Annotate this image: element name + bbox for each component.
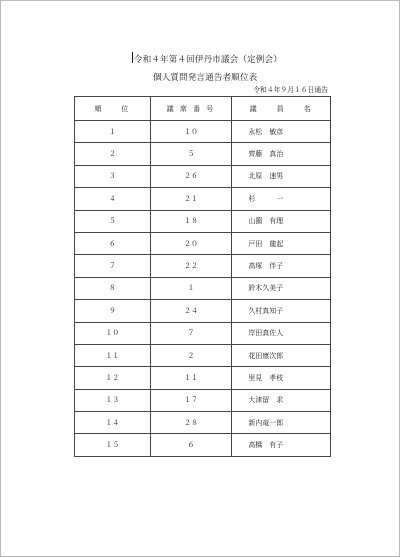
seat-cell: １１ [150,367,232,389]
rank-cell: ３ [75,165,151,187]
table-row [75,277,331,299]
member-name-cell: 大津留 求 [232,389,331,411]
rank-cell: １１ [75,344,151,366]
table-row [75,367,331,389]
rank-cell: １ [75,121,151,143]
rank-cell: １２ [75,367,151,389]
seat-cell: ５ [150,143,232,165]
rank-cell: １０ [75,322,151,344]
rank-cell: ２ [75,143,151,165]
member-name-cell: 齊藤 真治 [232,143,331,165]
table-row [75,121,331,143]
member-name-cell: 北原 速男 [232,165,331,187]
member-name-cell: 高塚 伴子 [232,255,331,277]
table-row [75,322,331,344]
member-name-cell: 新内竜一郎 [232,412,331,434]
header-member-name: 議 員 名 [232,97,331,121]
seat-cell: ２ [150,344,232,366]
rank-cell: ４ [75,188,151,210]
table-row [75,344,331,366]
seat-cell: ２２ [150,255,232,277]
seat-cell: ６ [150,434,232,456]
notice-date: 令和４年９月１６日通告 [253,86,328,94]
document-subtitle: 個人質問発言通告者順位表 [153,73,258,83]
member-name-cell: 山薗 有理 [232,210,331,232]
table-row [75,188,331,210]
rank-cell: １５ [75,434,151,456]
table-row [75,434,331,456]
table-row [75,143,331,165]
member-name-cell: 岸田真佐人 [232,322,331,344]
table-row [75,210,331,232]
seat-cell: ２４ [150,300,232,322]
table-row [75,232,331,254]
header-seat-number: 議 席 番 号 [150,97,232,121]
seat-cell: １ [150,277,232,299]
table-row [75,389,331,411]
member-name-cell: 花田康次郎 [232,344,331,366]
table-header-row [75,97,331,121]
member-name-cell: 高橋 有子 [232,434,331,456]
table-row [75,255,331,277]
rank-cell: ６ [75,232,151,254]
table-row [75,412,331,434]
document-title: 令和４年第４回伊丹市議会（定例会） [134,55,282,65]
rank-cell: ５ [75,210,151,232]
seat-cell: ２１ [150,188,232,210]
member-name-cell: 戸田 龍起 [232,232,331,254]
table-row [75,165,331,187]
rank-cell: ９ [75,300,151,322]
header-rank: 順 位 [75,97,151,121]
seat-cell: ２６ [150,165,232,187]
member-name-cell: 鈴木久美子 [232,277,331,299]
seat-cell: ２８ [150,412,232,434]
seat-cell: １７ [150,389,232,411]
seat-cell: １８ [150,210,232,232]
ranking-table [74,96,331,457]
seat-cell: ２０ [150,232,232,254]
member-name-cell: 久村真知子 [232,300,331,322]
rank-cell: １３ [75,389,151,411]
rank-cell: ８ [75,277,151,299]
member-name-cell: 杉 一 [232,188,331,210]
text-cursor [132,52,133,63]
member-name-cell: 里見 孝枝 [232,367,331,389]
table-row [75,300,331,322]
rank-cell: １４ [75,412,151,434]
rank-cell: ７ [75,255,151,277]
seat-cell: ７ [150,322,232,344]
member-name-cell: 永松 敏彦 [232,121,331,143]
seat-cell: １０ [150,121,232,143]
